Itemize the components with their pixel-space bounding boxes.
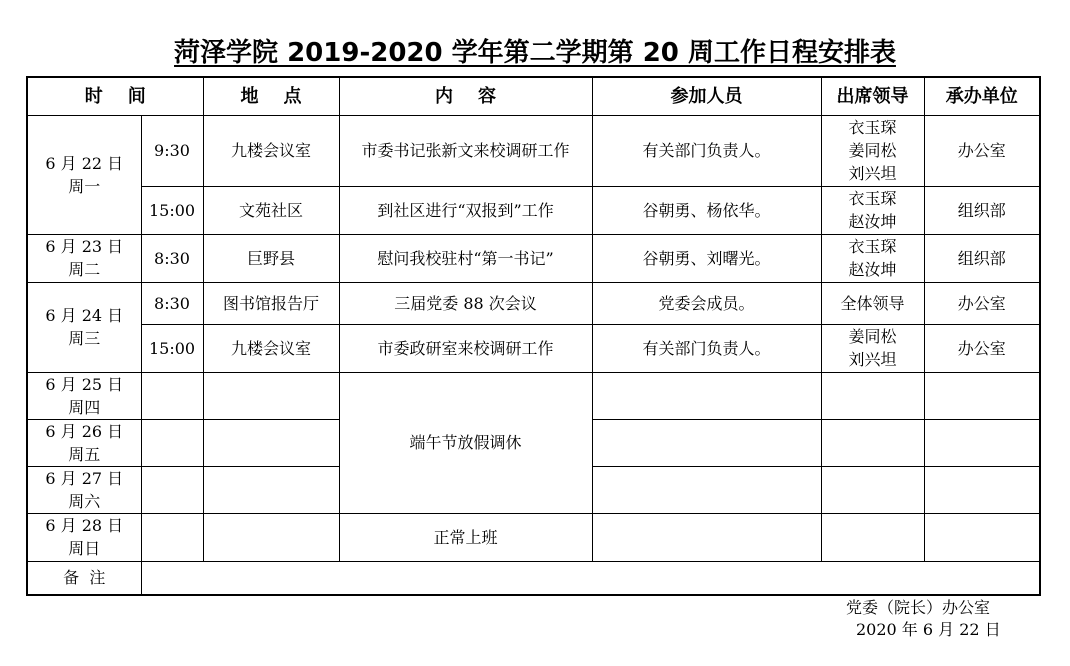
participants-cell: 有关部门负责人。 <box>592 324 821 372</box>
table-row <box>27 513 1040 561</box>
table-row <box>27 282 1040 324</box>
place-cell: 九楼会议室 <box>203 324 339 372</box>
header-time: 时 间 <box>27 77 203 115</box>
place-cell <box>203 513 339 561</box>
content-cell: 慰问我校驻村“第一书记” <box>339 234 592 282</box>
host-cell <box>924 372 1040 419</box>
place-cell: 巨野县 <box>203 234 339 282</box>
place-cell: 文苑社区 <box>203 186 339 234</box>
table-row <box>27 372 1040 419</box>
place-cell <box>203 419 339 466</box>
date-cell: 6 月 22 日 周一 <box>27 115 141 234</box>
table-row <box>27 115 1040 186</box>
leaders-cell <box>821 372 924 419</box>
header-place: 地 点 <box>203 77 339 115</box>
leaders-cell: 姜同松 刘兴坦 <box>821 324 924 372</box>
schedule-table <box>26 76 1041 596</box>
header-content: 内 容 <box>339 77 592 115</box>
table-row <box>27 324 1040 372</box>
place-cell <box>203 372 339 419</box>
date-cell: 6 月 24 日 周三 <box>27 282 141 372</box>
remark-label: 备 注 <box>27 561 141 595</box>
leaders-cell <box>821 513 924 561</box>
signature-office: 党委（院长）办公室 <box>846 598 991 617</box>
place-cell: 图书馆报告厅 <box>203 282 339 324</box>
host-cell <box>924 466 1040 513</box>
participants-cell <box>592 372 821 419</box>
content-cell: 三届党委 88 次会议 <box>339 282 592 324</box>
participants-cell: 谷朝勇、杨依华。 <box>592 186 821 234</box>
leaders-cell: 衣玉琛 赵汝坤 <box>821 234 924 282</box>
participants-cell: 有关部门负责人。 <box>592 115 821 186</box>
host-cell: 办公室 <box>924 282 1040 324</box>
leaders-cell: 衣玉琛 赵汝坤 <box>821 186 924 234</box>
host-cell <box>924 419 1040 466</box>
date-cell: 6 月 28 日 周日 <box>27 513 141 561</box>
signature-date: 2020 年 6 月 22 日 <box>856 620 1001 639</box>
content-cell: 正常上班 <box>339 513 592 561</box>
host-cell: 组织部 <box>924 234 1040 282</box>
remark-value <box>141 561 1040 595</box>
participants-cell: 党委会成员。 <box>592 282 821 324</box>
content-cell: 到社区进行“双报到”工作 <box>339 186 592 234</box>
table-row <box>27 186 1040 234</box>
participants-cell <box>592 513 821 561</box>
leaders-cell: 衣玉琛 姜同松 刘兴坦 <box>821 115 924 186</box>
participants-cell: 谷朝勇、刘曙光。 <box>592 234 821 282</box>
participants-cell <box>592 466 821 513</box>
host-cell: 办公室 <box>924 115 1040 186</box>
page-title: 菏泽学院 2019-2020 学年第二学期第 20 周工作日程安排表 <box>174 38 896 68</box>
time-cell: 9:30 <box>141 115 203 186</box>
leaders-cell: 全体领导 <box>821 282 924 324</box>
host-cell: 组织部 <box>924 186 1040 234</box>
participants-cell <box>592 419 821 466</box>
remark-row <box>27 561 1040 595</box>
time-cell <box>141 419 203 466</box>
place-cell: 九楼会议室 <box>203 115 339 186</box>
time-cell: 15:00 <box>141 186 203 234</box>
time-cell: 8:30 <box>141 234 203 282</box>
leaders-cell <box>821 419 924 466</box>
host-cell: 办公室 <box>924 324 1040 372</box>
time-cell <box>141 372 203 419</box>
time-cell: 15:00 <box>141 324 203 372</box>
time-cell <box>141 513 203 561</box>
time-cell: 8:30 <box>141 282 203 324</box>
table-row <box>27 234 1040 282</box>
date-cell: 6 月 23 日 周二 <box>27 234 141 282</box>
date-cell: 6 月 27 日 周六 <box>27 466 141 513</box>
content-cell: 市委政研室来校调研工作 <box>339 324 592 372</box>
host-cell <box>924 513 1040 561</box>
leaders-cell <box>821 466 924 513</box>
holiday-content-cell: 端午节放假调休 <box>339 372 592 513</box>
place-cell <box>203 466 339 513</box>
date-cell: 6 月 26 日 周五 <box>27 419 141 466</box>
header-host: 承办单位 <box>924 77 1040 115</box>
time-cell <box>141 466 203 513</box>
date-cell: 6 月 25 日 周四 <box>27 372 141 419</box>
header-row <box>27 77 1040 115</box>
header-leaders: 出席领导 <box>821 77 924 115</box>
content-cell: 市委书记张新文来校调研工作 <box>339 115 592 186</box>
header-participants: 参加人员 <box>592 77 821 115</box>
